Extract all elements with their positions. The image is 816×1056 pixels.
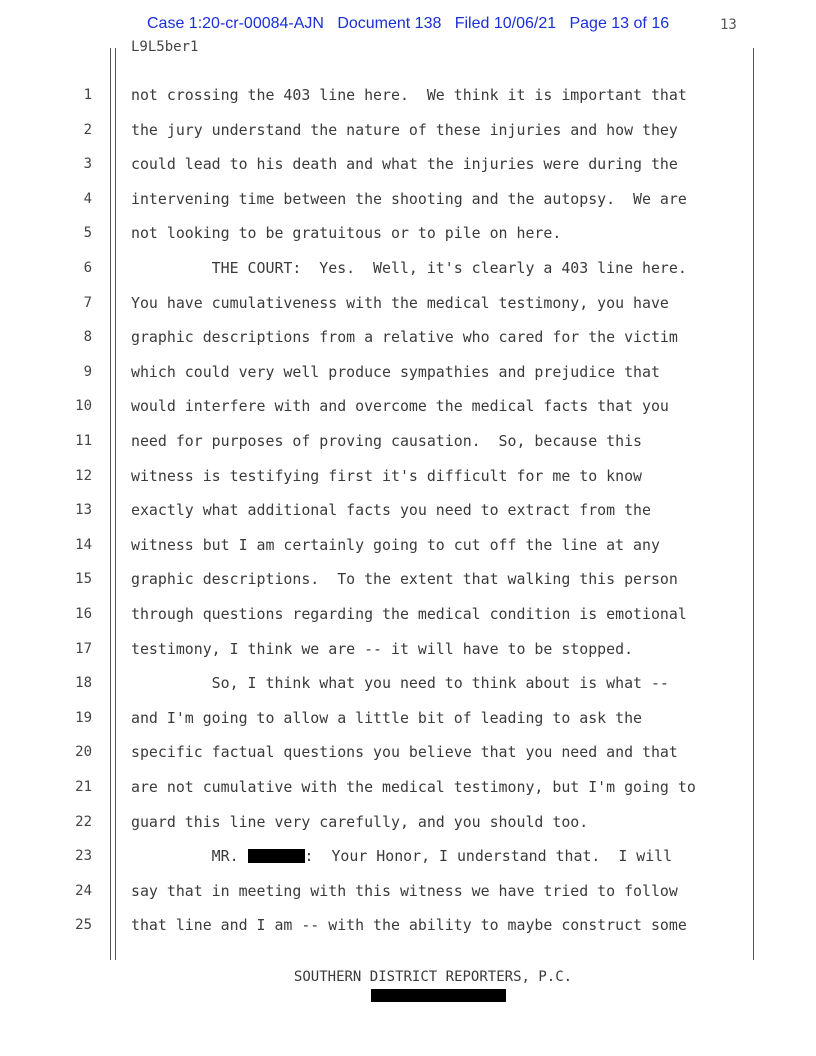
left-margin-rule-outer bbox=[110, 48, 111, 960]
transcript-line: need for purposes of proving causation. So, because this bbox=[131, 432, 643, 450]
line-number: 23 bbox=[75, 848, 92, 865]
transcript-line: THE COURT: Yes. Well, it's clearly a 403 line here. bbox=[131, 259, 687, 277]
footer-reporter: SOUTHERN DISTRICT REPORTERS, P.C. bbox=[293, 969, 573, 985]
transcript-line: are not cumulative with the medical testimony, but I'm going to bbox=[131, 778, 696, 796]
footer-redaction-bar bbox=[371, 989, 506, 1002]
court-filing-stamp bbox=[147, 15, 669, 33]
line-number: 12 bbox=[75, 467, 92, 484]
stamp-case: Case 1:20-cr-00084-AJN bbox=[147, 15, 324, 32]
page-number: 13 bbox=[720, 17, 737, 33]
redacted-name bbox=[248, 849, 305, 863]
left-margin-rule-inner bbox=[115, 48, 116, 960]
stamp-page: Page 13 of 16 bbox=[569, 15, 670, 32]
line-number: 15 bbox=[75, 571, 92, 588]
transcript-line: say that in meeting with this witness we have tried to follow bbox=[131, 881, 678, 900]
line-number: 5 bbox=[83, 225, 92, 242]
transcript-line: graphic descriptions. To the extent that walking this person bbox=[131, 570, 678, 589]
line-number: 18 bbox=[75, 675, 92, 692]
line-number: 6 bbox=[83, 260, 92, 276]
line-number: 3 bbox=[83, 156, 92, 173]
line-number: 21 bbox=[75, 779, 92, 795]
line-number: 22 bbox=[75, 813, 92, 830]
speaker-prefix: MR. bbox=[131, 847, 248, 866]
transcript-line: the jury understand the nature of these injuries and how they bbox=[131, 120, 678, 139]
transcript-line: and I'm going to allow a little bit of leading to ask the bbox=[131, 708, 643, 727]
line-number: 9 bbox=[83, 363, 92, 380]
line-number: 2 bbox=[83, 121, 92, 138]
transcript-line bbox=[131, 847, 672, 865]
line-number: 16 bbox=[75, 606, 92, 622]
right-margin-rule bbox=[753, 48, 754, 960]
line-number: 11 bbox=[75, 433, 92, 449]
transcript-line: graphic descriptions from a relative who cared for the victim bbox=[131, 328, 678, 347]
stamp-document: Document 138 bbox=[337, 15, 442, 32]
transcript-line: that line and I am -- with the ability to maybe construct some bbox=[131, 916, 687, 935]
transcript-line: witness but I am certainly going to cut off the line at any bbox=[131, 535, 660, 554]
transcript-header-code: L9L5ber1 bbox=[131, 39, 199, 55]
transcript-line: exactly what additional facts you need to extract from the bbox=[131, 501, 651, 520]
transcript-line: specific factual questions you believe that you need and that bbox=[131, 743, 678, 762]
line-number: 24 bbox=[75, 882, 92, 899]
transcript-line: would interfere with and overcome the medical facts that you bbox=[131, 397, 669, 416]
line-number: 7 bbox=[83, 294, 92, 311]
line-number: 1 bbox=[83, 87, 92, 103]
transcript-line: You have cumulativeness with the medical testimony, you have bbox=[131, 293, 669, 312]
line-number: 8 bbox=[83, 329, 92, 346]
transcript-line: So, I think what you need to think about is what -- bbox=[131, 674, 669, 693]
transcript-line: not looking to be gratuitous or to pile on here. bbox=[131, 224, 562, 243]
transcript-line: witness is testifying first it's difficult for me to know bbox=[131, 466, 643, 485]
transcript-line: could lead to his death and what the injuries were during the bbox=[131, 155, 678, 174]
stamp-filed: Filed 10/06/21 bbox=[454, 15, 557, 32]
line-number: 4 bbox=[83, 190, 92, 207]
transcript-line: testimony, I think we are -- it will have to be stopped. bbox=[131, 639, 634, 658]
line-number: 14 bbox=[75, 536, 92, 553]
transcript-line: which could very well produce sympathies and prejudice that bbox=[131, 362, 660, 381]
transcript-line: guard this line very carefully, and you should too. bbox=[131, 812, 589, 831]
transcript-line: through questions regarding the medical condition is emotional bbox=[131, 605, 687, 623]
line-number: 20 bbox=[75, 744, 92, 761]
transcript-line: intervening time between the shooting and the autopsy. We are bbox=[131, 189, 687, 208]
line-number: 17 bbox=[75, 640, 92, 657]
line-number: 13 bbox=[75, 502, 92, 519]
speaker-text: : Your Honor, I understand that. I will bbox=[304, 847, 673, 866]
transcript-line: not crossing the 403 line here. We think it is important that bbox=[131, 86, 687, 104]
line-number: 10 bbox=[75, 398, 92, 415]
line-number: 25 bbox=[75, 917, 92, 934]
line-number: 19 bbox=[75, 709, 92, 726]
